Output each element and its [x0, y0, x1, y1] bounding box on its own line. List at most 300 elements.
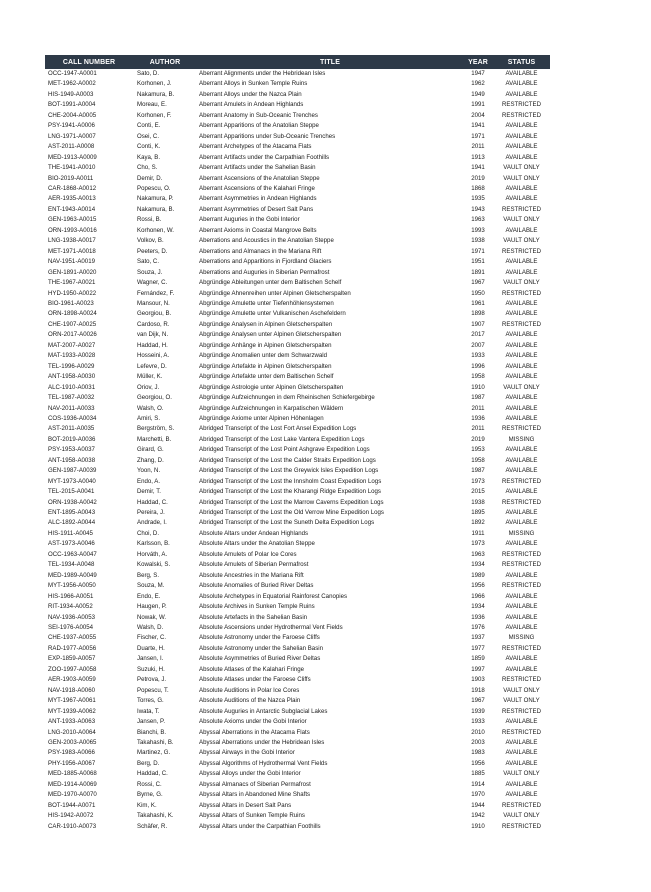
cell-year: 1910 [471, 822, 485, 830]
cell-year: 1898 [471, 310, 485, 318]
cell-year: 2019 [471, 435, 485, 443]
cell-year: 1891 [471, 268, 485, 276]
cell-call-number: CHE-1937-A0055 [48, 634, 97, 642]
cell-author: Hosseini, A. [137, 352, 170, 360]
cell-author: Torres, G. [137, 697, 164, 705]
cell-title: Absolute Asymmetries of Buried River Deltas [199, 655, 321, 663]
cell-status: VAULT ONLY [503, 279, 540, 287]
cell-author: Mansour, N. [137, 299, 170, 307]
cell-status: AVAILABLE [505, 665, 538, 673]
cell-title: Aberrant Asymmetries in Andean Highlands [199, 195, 317, 203]
cell-status: AVAILABLE [505, 488, 538, 496]
table-row [45, 174, 550, 184]
cell-title: Absolute Artefacts in the Sahelian Basin [199, 613, 308, 621]
table-row [45, 550, 550, 560]
table-row [45, 236, 550, 246]
cell-author: Georgiou, B. [137, 310, 172, 318]
cell-author: Amiri, S. [137, 414, 161, 422]
cell-author: Yoon, N. [137, 467, 161, 475]
cell-year: 1907 [471, 320, 485, 328]
table-row [45, 215, 550, 225]
table-row [45, 445, 550, 455]
cell-author: Fernández, F. [137, 289, 175, 297]
cell-call-number: AST-1973-A0046 [48, 540, 95, 548]
cell-author: Peeters, D. [137, 247, 168, 255]
cell-status: AVAILABLE [505, 509, 538, 517]
cell-status: AVAILABLE [505, 373, 538, 381]
table-row [45, 466, 550, 476]
column-header-status: STATUS [493, 55, 550, 69]
cell-status: AVAILABLE [505, 456, 538, 464]
cell-author: Berg, S. [137, 571, 160, 579]
cell-year: 2003 [471, 739, 485, 746]
cell-year: 2004 [471, 111, 485, 119]
cell-status: VAULT ONLY [503, 237, 540, 245]
cell-call-number: THE-1967-A0021 [48, 279, 96, 287]
cell-call-number: TEL-2015-A0041 [48, 488, 95, 496]
table-row [45, 268, 550, 278]
cell-status: AVAILABLE [505, 540, 538, 548]
cell-year: 1997 [471, 665, 485, 673]
cell-title: Abgründige Amulette unter Vulkanischen Aschefeldern [199, 310, 346, 318]
cell-title: Abgründige Artefakte in Alpinen Gletscherspalten [199, 362, 332, 370]
cell-call-number: PSY-1983-A0066 [48, 749, 95, 757]
cell-year: 1947 [471, 70, 485, 77]
cell-year: 1991 [471, 101, 485, 109]
cell-status: RESTRICTED [502, 822, 541, 830]
cell-year: 1885 [471, 770, 485, 778]
cell-title: Absolute Altars under the Anatolian Steppe [199, 540, 315, 548]
cell-year: 1934 [471, 603, 485, 611]
cell-call-number: ZOO-1997-A0058 [48, 665, 97, 673]
cell-call-number: NAV-1951-A0019 [48, 258, 95, 266]
table-row [45, 435, 550, 445]
table-row [45, 759, 550, 769]
cell-call-number: AST-2011-A0035 [48, 425, 95, 433]
cell-status: RESTRICTED [502, 801, 541, 809]
cell-call-number: CHE-2004-A0005 [48, 111, 97, 119]
table-row [45, 111, 550, 121]
cell-author: Bergström, S. [137, 425, 175, 433]
table-row [45, 686, 550, 696]
cell-year: 1910 [471, 383, 485, 391]
table-row [45, 299, 550, 309]
cell-title: Abridged Transcript of the Lost Lake Vantera Expedition Logs [199, 435, 365, 443]
cell-author: Jansen, I. [137, 655, 164, 663]
cell-call-number: BIO-2019-A0011 [48, 174, 94, 182]
cell-author: Suzuki, H. [137, 665, 165, 673]
cell-title: Absolute Atlases under the Faroese Cliffs [199, 676, 311, 684]
cell-call-number: LNG-1938-A0017 [48, 237, 96, 245]
cell-status: MISSING [508, 634, 535, 642]
cell-call-number: MED-1913-A0009 [48, 153, 97, 161]
cell-year: 1939 [471, 707, 485, 715]
table-row [45, 90, 550, 100]
cell-status: AVAILABLE [505, 394, 538, 402]
cell-status: AVAILABLE [505, 352, 538, 360]
cell-year: 1933 [471, 718, 485, 726]
cell-title: Aberrant Artifacts under the Sahelian Basin [199, 164, 316, 172]
cell-title: Abridged Transcript of the Lost the Greywick Isles Expedition Logs [199, 467, 379, 475]
cell-status: VAULT ONLY [503, 216, 540, 224]
cell-author: Korhonen, J. [137, 80, 172, 88]
cell-title: Aberrant Apparitions under Sub-Oceanic Trenches [199, 132, 336, 140]
cell-author: Byrne, G. [137, 791, 163, 799]
cell-year: 2010 [471, 728, 485, 736]
cell-call-number: PHY-1956-A0067 [48, 759, 96, 767]
cell-year: 1973 [471, 540, 485, 548]
cell-title: Aberrant Alloys in Sunken Temple Ruins [199, 80, 308, 88]
cell-status: VAULT ONLY [503, 383, 540, 391]
table-row [45, 393, 550, 403]
cell-status: AVAILABLE [505, 780, 538, 788]
cell-author: Nakamura, B. [137, 90, 175, 98]
cell-author: Schäfer, R. [137, 822, 168, 830]
cell-title: Abyssal Airways in the Gobi Interior [199, 749, 295, 757]
table-row [45, 351, 550, 361]
table-row [45, 560, 550, 570]
cell-year: 1967 [471, 697, 485, 705]
cell-author: Walsh, D. [137, 624, 164, 632]
table-row [45, 644, 550, 654]
cell-author: Endo, A. [137, 477, 161, 485]
cell-year: 1993 [471, 226, 485, 234]
cell-year: 1977 [471, 644, 485, 652]
cell-title: Absolute Amulets of Siberian Permafrost [199, 561, 309, 569]
cell-year: 2011 [471, 404, 485, 412]
cell-status: AVAILABLE [505, 592, 538, 600]
cell-author: van Dijk, N. [137, 331, 169, 339]
cell-title: Abridged Transcript of the Lost the Kharangi Ridge Expedition Logs [199, 488, 381, 496]
table-row [45, 330, 550, 340]
cell-author: Osei, C. [137, 132, 160, 140]
cell-year: 1943 [471, 205, 485, 213]
cell-author: Nakamura, P. [137, 195, 174, 203]
table-row [45, 675, 550, 685]
cell-author: Volkov, B. [137, 237, 164, 245]
cell-author: Haugen, P. [137, 603, 167, 611]
cell-title: Abgründige Anhänge in Alpinen Gletscherspalten [199, 341, 332, 349]
cell-call-number: MYT-1956-A0050 [48, 582, 96, 590]
cell-author: Georgiou, O. [137, 394, 172, 402]
cell-status: AVAILABLE [505, 603, 538, 611]
table-row [45, 508, 550, 518]
table-row [45, 811, 550, 821]
cell-title: Absolute Auditions in Polar Ice Cores [199, 686, 300, 694]
table-row [45, 79, 550, 89]
cell-year: 1961 [471, 299, 485, 307]
column-header-title: TITLE [197, 55, 463, 69]
cell-author: Müller, K. [137, 373, 163, 381]
cell-title: Absolute Archetypes in Equatorial Rainforest Canopies [199, 592, 348, 600]
cell-title: Aberrant Ascensions of the Kalahari Fringe [199, 184, 315, 192]
cell-title: Abgründige Analysen in Alpinen Gletscherspalten [199, 320, 333, 328]
cell-status: RESTRICTED [502, 498, 541, 506]
cell-year: 2011 [471, 143, 485, 151]
cell-author: Karlsson, B. [137, 540, 170, 548]
cell-author: Moreau, E. [137, 101, 167, 109]
cell-title: Aberrations and Acoustics in the Anatolian Steppe [199, 237, 334, 245]
cell-call-number: HYD-1950-A0022 [48, 289, 97, 297]
cell-status: AVAILABLE [505, 195, 538, 203]
table-row [45, 383, 550, 393]
cell-status: RESTRICTED [502, 205, 541, 213]
cell-status: AVAILABLE [505, 791, 538, 799]
cell-author: Rossi, B. [137, 216, 162, 224]
table-row [45, 100, 550, 110]
cell-status: AVAILABLE [505, 739, 538, 746]
cell-status: AVAILABLE [505, 310, 538, 318]
cell-year: 1903 [471, 676, 485, 684]
table-row [45, 633, 550, 643]
cell-call-number: AER-1935-A0013 [48, 195, 96, 203]
cell-call-number: TEL-1934-A0048 [48, 561, 95, 569]
table-row [45, 592, 550, 602]
table-row [45, 226, 550, 236]
cell-status: AVAILABLE [505, 404, 538, 412]
cell-title: Abgründige Astrologie unter Alpinen Gletscherspalten [199, 383, 344, 391]
table-row [45, 654, 550, 664]
cell-title: Aberrant Alignments under the Hebridean Isles [199, 70, 326, 77]
cell-status: AVAILABLE [505, 90, 538, 98]
cell-status: AVAILABLE [505, 268, 538, 276]
cell-call-number: BIO-1961-A0023 [48, 299, 94, 307]
table-row [45, 801, 550, 811]
cell-title: Absolute Astronomy under the Faroese Cliffs [199, 634, 320, 642]
cell-author: Petrova, J. [137, 676, 167, 684]
cell-title: Absolute Ancestries in the Mariana Rift [199, 571, 304, 579]
cell-year: 1987 [471, 467, 485, 475]
table-row [45, 665, 550, 675]
cell-call-number: MYT-1939-A0062 [48, 707, 96, 715]
cell-status: AVAILABLE [505, 467, 538, 475]
cell-call-number: MED-1885-A0068 [48, 770, 97, 778]
cell-status: AVAILABLE [505, 624, 538, 632]
cell-year: 1949 [471, 90, 485, 98]
cell-status: RESTRICTED [502, 289, 541, 297]
cell-title: Abgründige Ahnenreihen unter Alpinen Gletscherspalten [199, 289, 351, 297]
cell-author: Oriov, J. [137, 383, 160, 391]
cell-author: Marchetti, B. [137, 435, 172, 443]
cell-title: Aberrant Archetypes of the Atacama Flats [199, 143, 312, 151]
cell-year: 1963 [471, 216, 485, 224]
cell-call-number: ANT-1958-A0030 [48, 373, 96, 381]
cell-status: AVAILABLE [505, 70, 538, 77]
table-row [45, 278, 550, 288]
cell-year: 1938 [471, 237, 485, 245]
cell-author: Duarte, H. [137, 644, 165, 652]
cell-year: 1944 [471, 801, 485, 809]
cell-year: 1956 [471, 582, 485, 590]
cell-year: 1989 [471, 571, 485, 579]
table-row [45, 456, 550, 466]
cell-status: AVAILABLE [505, 759, 538, 767]
cell-year: 1970 [471, 791, 485, 799]
cell-call-number: BOT-1944-A0071 [48, 801, 96, 809]
cell-status: MISSING [508, 435, 535, 443]
cell-author: Walsh, O. [137, 404, 164, 412]
cell-author: Popescu, T. [137, 686, 169, 694]
cell-call-number: BOT-2019-A0036 [48, 435, 96, 443]
cell-status: AVAILABLE [505, 519, 538, 527]
table-row [45, 372, 550, 382]
cell-title: Aberrant Amulets in Andean Highlands [199, 101, 304, 109]
cell-call-number: HIS-1911-A0045 [48, 529, 93, 537]
cell-year: 1956 [471, 759, 485, 767]
table-row [45, 362, 550, 372]
cell-status: RESTRICTED [502, 550, 541, 558]
cell-title: Aberrant Apparitions of the Anatolian Steppe [199, 122, 319, 130]
cell-status: RESTRICTED [502, 561, 541, 569]
cell-call-number: PSY-1953-A0037 [48, 446, 95, 454]
cell-year: 1971 [471, 247, 485, 255]
table-row [45, 539, 550, 549]
column-header-author: AUTHOR [133, 55, 197, 69]
cell-year: 2019 [471, 174, 485, 182]
cell-author: Haddad, H. [137, 341, 168, 349]
cell-year: 1953 [471, 446, 485, 454]
cell-author: Conti, E. [137, 122, 161, 130]
cell-author: Popescu, O. [137, 184, 171, 192]
table-row [45, 623, 550, 633]
cell-status: AVAILABLE [505, 132, 538, 140]
cell-author: Lefevre, D. [137, 362, 167, 370]
cell-author: Souza, M. [137, 582, 165, 590]
cell-title: Abyssal Algorithms of Hydrothermal Vent Fields [199, 759, 328, 767]
cell-title: Aberrant Auguries in the Gobi Interior [199, 216, 300, 224]
cell-status: AVAILABLE [505, 414, 538, 422]
cell-status: RESTRICTED [502, 582, 541, 590]
cell-year: 1913 [471, 153, 485, 161]
column-header-call-number: CALL NUMBER [45, 55, 133, 69]
cell-call-number: MYT-1973-A0040 [48, 477, 96, 485]
cell-year: 1958 [471, 456, 485, 464]
cell-year: 1938 [471, 498, 485, 506]
table-row [45, 424, 550, 434]
cell-call-number: LNG-1971-A0007 [48, 132, 96, 140]
cell-call-number: MED-1989-A0049 [48, 571, 97, 579]
cell-status: AVAILABLE [505, 122, 538, 130]
column-header-year: YEAR [463, 55, 493, 69]
cell-author: Zhang, D. [137, 456, 164, 464]
cell-call-number: ANT-1958-A0038 [48, 456, 96, 464]
cell-title: Aberrations and Almanacs in the Mariana Rift [199, 247, 322, 255]
cell-call-number: ORN-1898-A0024 [48, 310, 97, 318]
cell-year: 1868 [471, 184, 485, 192]
cell-author: Fischer, C. [137, 634, 167, 642]
cell-title: Abyssal Altars under the Carpathian Foothills [199, 822, 321, 830]
cell-status: AVAILABLE [505, 80, 538, 88]
table-row [45, 404, 550, 414]
cell-call-number: ALC-1892-A0044 [48, 519, 96, 527]
cell-year: 2015 [471, 488, 485, 496]
cell-call-number: TEL-1996-A0029 [48, 362, 95, 370]
cell-author: Horváth, A. [137, 550, 168, 558]
table-row [45, 477, 550, 487]
cell-call-number: NAV-1918-A0060 [48, 686, 95, 694]
cell-status: AVAILABLE [505, 571, 538, 579]
table-row [45, 69, 550, 79]
cell-title: Abgründige Artefakte unter dem Baltischen Schelf [199, 373, 334, 381]
cell-year: 2007 [471, 341, 485, 349]
table-row [45, 153, 550, 163]
cell-title: Aberrant Asymmetries of Desert Salt Pans [199, 205, 314, 213]
cell-status: VAULT ONLY [503, 697, 540, 705]
cell-title: Abyssal Aberrations in the Atacama Flats [199, 728, 310, 736]
cell-call-number: AER-1903-A0059 [48, 676, 96, 684]
cell-title: Aberrations and Apparitions in Fjordland Glaciers [199, 258, 332, 266]
cell-year: 1936 [471, 414, 485, 422]
cell-year: 1942 [471, 812, 485, 820]
cell-call-number: THE-1941-A0010 [48, 164, 96, 172]
cell-year: 1973 [471, 477, 485, 485]
table-row [45, 414, 550, 424]
cell-year: 1911 [471, 529, 485, 537]
table-row [45, 780, 550, 790]
cell-title: Aberrations and Auguries in Siberian Permafrost [199, 268, 330, 276]
cell-year: 1967 [471, 279, 485, 287]
cell-status: RESTRICTED [502, 425, 541, 433]
cell-status: RESTRICTED [502, 707, 541, 715]
cell-author: Korhonen, W. [137, 226, 174, 234]
cell-author: Cardoso, R. [137, 320, 170, 328]
table-row [45, 748, 550, 758]
cell-status: VAULT ONLY [503, 174, 540, 182]
cell-status: AVAILABLE [505, 299, 538, 307]
cell-author: Endo, E. [137, 592, 161, 600]
table-row [45, 341, 550, 351]
table-row [45, 738, 550, 748]
cell-year: 1951 [471, 258, 485, 266]
cell-status: AVAILABLE [505, 341, 538, 349]
cell-call-number: ORN-1993-A0016 [48, 226, 97, 234]
cell-title: Absolute Auditions of the Nazca Plain [199, 697, 301, 705]
cell-call-number: LNG-2010-A0064 [48, 728, 96, 736]
cell-status: AVAILABLE [505, 153, 538, 161]
cell-year: 1963 [471, 550, 485, 558]
cell-call-number: MED-1970-A0070 [48, 791, 97, 799]
cell-call-number: MET-1971-A0018 [48, 247, 96, 255]
cell-title: Absolute Altars under Andean Highlands [199, 529, 309, 537]
cell-title: Abridged Transcript of the Lost the Innsholm Coast Expedition Logs [199, 477, 382, 485]
cell-year: 1895 [471, 509, 485, 517]
cell-status: AVAILABLE [505, 749, 538, 757]
cell-author: Choi, D. [137, 529, 160, 537]
cell-author: Girard, G. [137, 446, 164, 454]
table-row [45, 518, 550, 528]
cell-year: 1936 [471, 613, 485, 621]
cell-year: 1996 [471, 362, 485, 370]
cell-status: AVAILABLE [505, 718, 538, 726]
cell-year: 2011 [471, 425, 485, 433]
cell-author: Sato, C. [137, 258, 160, 266]
cell-title: Aberrant Artifacts under the Carpathian Foothills [199, 153, 330, 161]
cell-title: Abyssal Altars of Sunken Temple Ruins [199, 812, 305, 820]
cell-call-number: GEN-2003-A0065 [48, 739, 97, 746]
cell-title: Aberrant Alloys under the Nazca Plain [199, 90, 302, 98]
table-row [45, 613, 550, 623]
cell-year: 2017 [471, 331, 485, 339]
cell-status: RESTRICTED [502, 644, 541, 652]
table-header [45, 55, 550, 69]
header-row [45, 55, 550, 69]
cell-title: Absolute Archives in Sunken Temple Ruins [199, 603, 315, 611]
cell-year: 1987 [471, 394, 485, 402]
cell-author: Kowalski, S. [137, 561, 171, 569]
cell-year: 1918 [471, 686, 485, 694]
table-row [45, 194, 550, 204]
cell-call-number: NAV-1936-A0053 [48, 613, 95, 621]
